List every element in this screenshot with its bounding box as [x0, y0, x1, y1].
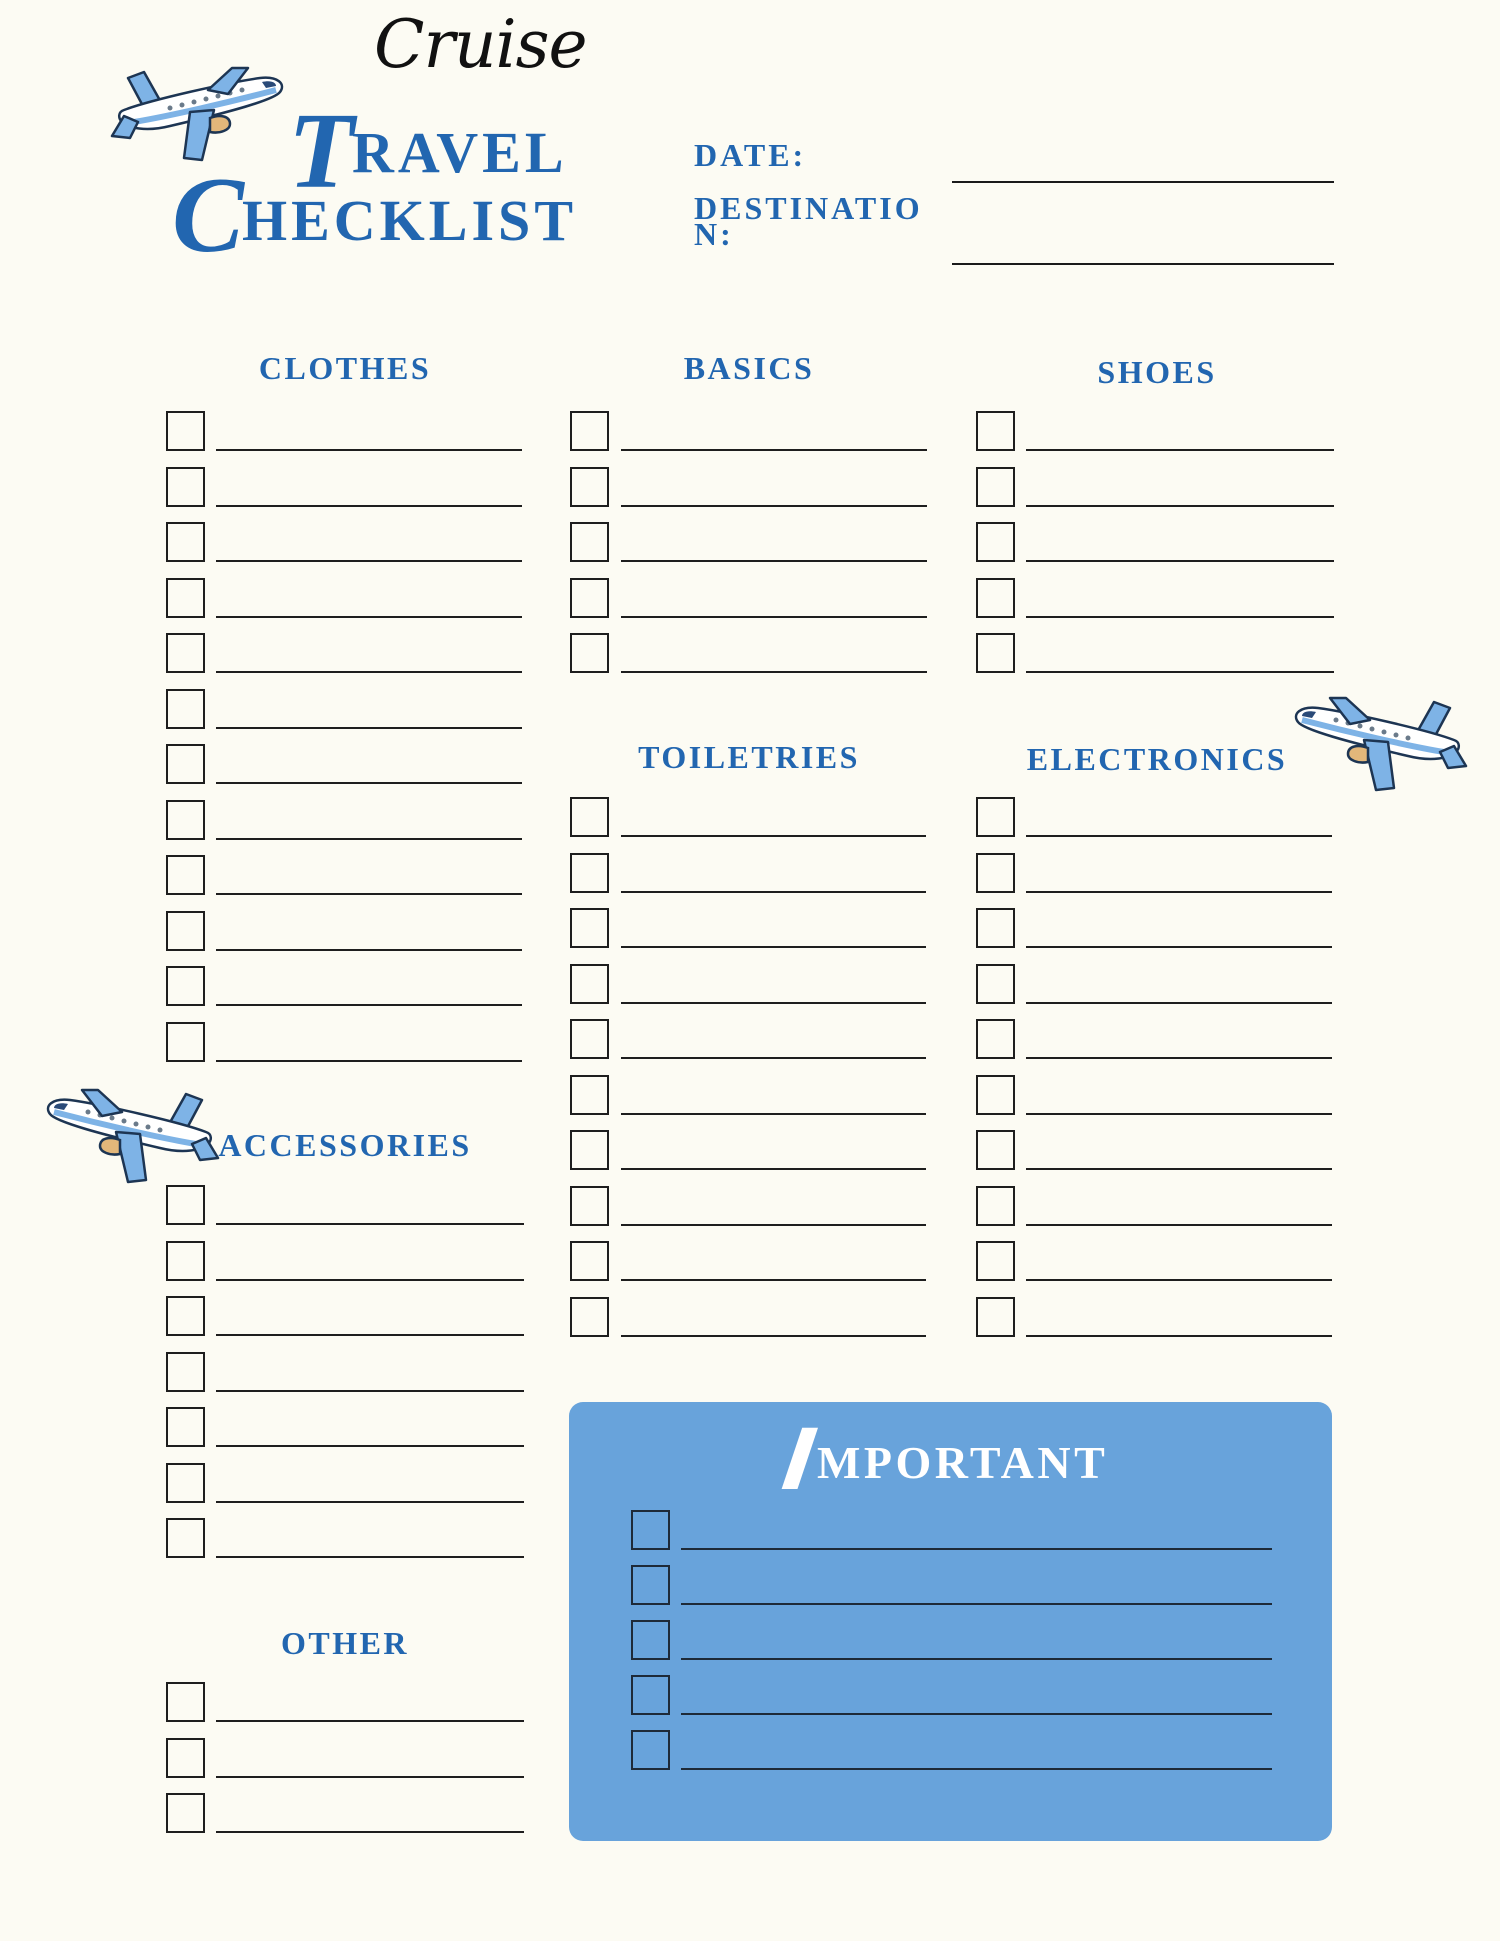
clothes-checkbox[interactable]	[166, 522, 205, 562]
shoes-checkbox[interactable]	[976, 411, 1015, 451]
accessories-checkbox[interactable]	[166, 1241, 205, 1281]
clothes-checkbox[interactable]	[166, 911, 205, 951]
clothes-entry-line[interactable]	[216, 505, 522, 507]
electronics-checkbox[interactable]	[976, 853, 1015, 893]
clothes-entry-line[interactable]	[216, 449, 522, 451]
title-travel-initial: T	[288, 92, 354, 211]
electronics-checkbox[interactable]	[976, 1019, 1015, 1059]
toiletries-entry-line[interactable]	[621, 946, 926, 948]
destination-label-line1: DESTINATIO	[694, 190, 923, 226]
toiletries-checkbox[interactable]	[570, 797, 609, 837]
electronics-entry-line[interactable]	[1026, 1279, 1332, 1281]
shoes-checkbox[interactable]	[976, 467, 1015, 507]
toiletries-entry-line[interactable]	[621, 1224, 926, 1226]
toiletries-checkbox[interactable]	[570, 1130, 609, 1170]
basics-checkbox[interactable]	[570, 633, 609, 673]
section-title-other: OTHER	[280, 1625, 410, 1661]
date-label: DATE:	[694, 137, 807, 173]
important-checkbox[interactable]	[631, 1620, 670, 1660]
important-checkbox[interactable]	[631, 1510, 670, 1550]
basics-entry-line[interactable]	[621, 616, 927, 618]
toiletries-entry-line[interactable]	[621, 835, 926, 837]
important-title-initial: I	[777, 1411, 823, 1509]
section-title-toiletries: TOILETRIES	[638, 739, 860, 775]
accessories-entry-line[interactable]	[216, 1334, 524, 1336]
clothes-checkbox[interactable]	[166, 1022, 205, 1062]
basics-checkbox[interactable]	[570, 411, 609, 451]
important-entry-line[interactable]	[681, 1713, 1272, 1715]
section-title-clothes: CLOTHES	[258, 350, 432, 386]
electronics-checkbox[interactable]	[976, 1130, 1015, 1170]
accessories-entry-line[interactable]	[216, 1556, 524, 1558]
toiletries-checkbox[interactable]	[570, 1186, 609, 1226]
electronics-entry-line[interactable]	[1026, 1335, 1332, 1337]
other-checkbox[interactable]	[166, 1682, 205, 1722]
clothes-entry-line[interactable]	[216, 560, 522, 562]
shoes-entry-line[interactable]	[1026, 560, 1334, 562]
important-checkbox[interactable]	[631, 1675, 670, 1715]
other-entry-line[interactable]	[216, 1831, 524, 1833]
other-entry-line[interactable]	[216, 1720, 524, 1722]
section-title-accessories: ACCESSORIES	[218, 1127, 472, 1163]
important-checkbox[interactable]	[631, 1565, 670, 1605]
electronics-entry-line[interactable]	[1026, 946, 1332, 948]
accessories-entry-line[interactable]	[216, 1279, 524, 1281]
toiletries-entry-line[interactable]	[621, 1168, 926, 1170]
toiletries-checkbox[interactable]	[570, 964, 609, 1004]
toiletries-entry-line[interactable]	[621, 1279, 926, 1281]
airplane-icon	[110, 60, 290, 170]
electronics-entry-line[interactable]	[1026, 1057, 1332, 1059]
clothes-entry-line[interactable]	[216, 838, 522, 840]
accessories-entry-line[interactable]	[216, 1501, 524, 1503]
important-entry-line[interactable]	[681, 1768, 1272, 1770]
basics-entry-line[interactable]	[621, 449, 927, 451]
airplane-icon	[40, 1082, 220, 1192]
basics-entry-line[interactable]	[621, 560, 927, 562]
section-title-electronics: ELECTRONICS	[1026, 741, 1288, 777]
clothes-entry-line[interactable]	[216, 671, 522, 673]
shoes-entry-line[interactable]	[1026, 671, 1334, 673]
shoes-entry-line[interactable]	[1026, 449, 1334, 451]
toiletries-entry-line[interactable]	[621, 891, 926, 893]
clothes-entry-line[interactable]	[216, 782, 522, 784]
toiletries-checkbox[interactable]	[570, 1019, 609, 1059]
accessories-entry-line[interactable]	[216, 1445, 524, 1447]
other-checkbox[interactable]	[166, 1793, 205, 1833]
electronics-entry-line[interactable]	[1026, 1168, 1332, 1170]
clothes-entry-line[interactable]	[216, 893, 522, 895]
electronics-entry-line[interactable]	[1026, 1113, 1332, 1115]
important-checkbox[interactable]	[631, 1730, 670, 1770]
clothes-entry-line[interactable]	[216, 616, 522, 618]
toiletries-entry-line[interactable]	[621, 1113, 926, 1115]
shoes-checkbox[interactable]	[976, 633, 1015, 673]
basics-checkbox[interactable]	[570, 467, 609, 507]
toiletries-checkbox[interactable]	[570, 853, 609, 893]
destination-label-line2: N:	[694, 216, 734, 252]
electronics-checkbox[interactable]	[976, 797, 1015, 837]
accessories-checkbox[interactable]	[166, 1352, 205, 1392]
clothes-checkbox[interactable]	[166, 467, 205, 507]
clothes-checkbox[interactable]	[166, 689, 205, 729]
accessories-checkbox[interactable]	[166, 1407, 205, 1447]
basics-checkbox[interactable]	[570, 578, 609, 618]
important-title-rest: MPORTANT	[817, 1437, 1109, 1488]
electronics-entry-line[interactable]	[1026, 835, 1332, 837]
other-checkbox[interactable]	[166, 1738, 205, 1778]
title-checklist-initial: C	[172, 156, 245, 275]
electronics-entry-line[interactable]	[1026, 891, 1332, 893]
important-entry-line[interactable]	[681, 1603, 1272, 1605]
clothes-checkbox[interactable]	[166, 966, 205, 1006]
electronics-entry-line[interactable]	[1026, 1224, 1332, 1226]
clothes-checkbox[interactable]	[166, 855, 205, 895]
important-entry-line[interactable]	[681, 1548, 1272, 1550]
destination-label	[694, 192, 923, 250]
accessories-entry-line[interactable]	[216, 1390, 524, 1392]
toiletries-entry-line[interactable]	[621, 1002, 926, 1004]
shoes-checkbox[interactable]	[976, 578, 1015, 618]
clothes-checkbox[interactable]	[166, 744, 205, 784]
cruise-script-title: Cruise	[374, 6, 587, 83]
accessories-checkbox[interactable]	[166, 1296, 205, 1336]
clothes-entry-line[interactable]	[216, 1004, 522, 1006]
important-entry-line[interactable]	[681, 1658, 1272, 1660]
toiletries-checkbox[interactable]	[570, 1241, 609, 1281]
toiletries-checkbox[interactable]	[570, 908, 609, 948]
section-title-basics: BASICS	[683, 350, 815, 386]
shoes-entry-line[interactable]	[1026, 616, 1334, 618]
electronics-checkbox[interactable]	[976, 1297, 1015, 1337]
accessories-entry-line[interactable]	[216, 1223, 524, 1225]
shoes-entry-line[interactable]	[1026, 505, 1334, 507]
clothes-checkbox[interactable]	[166, 411, 205, 451]
toiletries-checkbox[interactable]	[570, 1297, 609, 1337]
electronics-checkbox[interactable]	[976, 1186, 1015, 1226]
clothes-checkbox[interactable]	[166, 578, 205, 618]
shoes-checkbox[interactable]	[976, 522, 1015, 562]
clothes-checkbox[interactable]	[166, 633, 205, 673]
basics-entry-line[interactable]	[621, 505, 927, 507]
clothes-entry-line[interactable]	[216, 727, 522, 729]
title-checklist-rest: HECKLIST	[242, 188, 577, 253]
basics-entry-line[interactable]	[621, 671, 927, 673]
accessories-checkbox[interactable]	[166, 1185, 205, 1225]
toiletries-checkbox[interactable]	[570, 1075, 609, 1115]
title-travel-rest: RAVEL	[352, 120, 568, 185]
accessories-checkbox[interactable]	[166, 1518, 205, 1558]
basics-checkbox[interactable]	[570, 522, 609, 562]
electronics-entry-line[interactable]	[1026, 1002, 1332, 1004]
date-line[interactable]	[952, 181, 1334, 183]
accessories-checkbox[interactable]	[166, 1463, 205, 1503]
toiletries-entry-line[interactable]	[621, 1057, 926, 1059]
clothes-entry-line[interactable]	[216, 1060, 522, 1062]
other-entry-line[interactable]	[216, 1776, 524, 1778]
electronics-checkbox[interactable]	[976, 1075, 1015, 1115]
clothes-checkbox[interactable]	[166, 800, 205, 840]
toiletries-entry-line[interactable]	[621, 1335, 926, 1337]
clothes-entry-line[interactable]	[216, 949, 522, 951]
electronics-checkbox[interactable]	[976, 908, 1015, 948]
section-title-shoes: SHOES	[1097, 354, 1217, 390]
destination-line[interactable]	[952, 263, 1334, 265]
electronics-checkbox[interactable]	[976, 964, 1015, 1004]
airplane-icon	[1288, 690, 1468, 800]
electronics-checkbox[interactable]	[976, 1241, 1015, 1281]
